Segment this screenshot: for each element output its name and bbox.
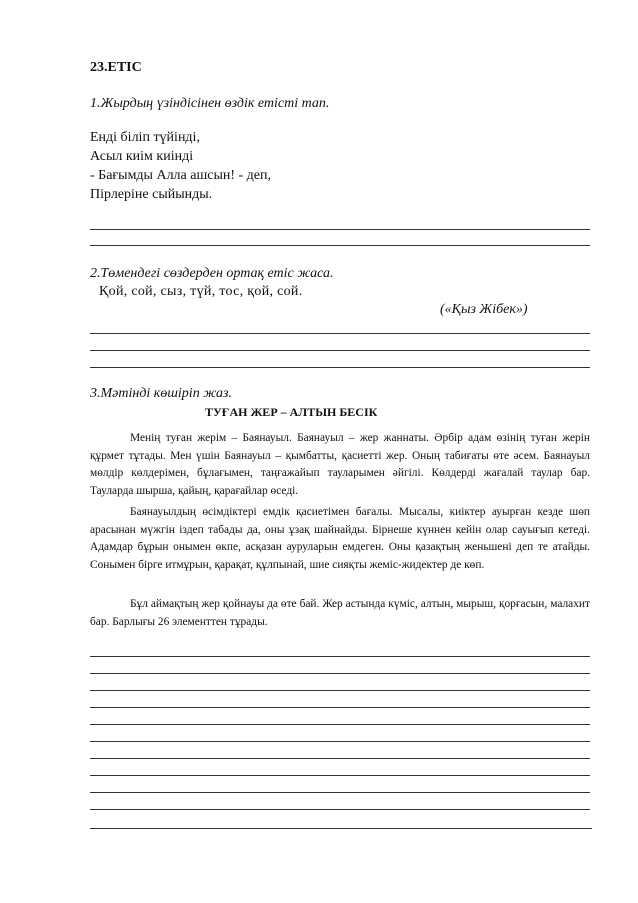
source-citation: («Қыз Жібек») <box>440 302 528 317</box>
answer-line <box>90 741 590 742</box>
poem-line: Пірлеріне сыйынды. <box>90 187 213 202</box>
text-paragraph: Бұл аймақтың жер қойнауы да өте бай. Жер астында күміс, алтын, мырыш, қорғасын, малахит бар. Барлығы 26 элементтен тұрады. <box>90 598 590 628</box>
task1-instruction: 1.Жырдың үзіндісінен өздік етісті тап. <box>90 96 330 111</box>
word-list: Қой, сой, сыз, түй, тос, қой, сой. <box>99 284 303 299</box>
answer-line <box>90 828 592 829</box>
answer-line <box>90 758 590 759</box>
answer-line <box>90 792 590 793</box>
text-paragraph: Баянауылдың өсімдіктері емдік қасиетімен бағалы. Мысалы, киіктер ауырған кезде шөп арасынан мүжгін іздеп табады да, оны ұзақ шайнайды. Бірнеше күннен кейін олар сауығып кетеді. Адамдар бұрын онымен өкпе, асқазан ауруларын емдеген. Оны қазақтың женьшені деп те атайды. Сонымен бірге итмұрын, қарақат, құлпынай, шие сияқты жеміс-жидектер де көп. <box>90 506 590 571</box>
answer-line <box>90 724 590 725</box>
poem-line: Енді біліп түйінді, <box>90 130 200 145</box>
answer-line <box>90 673 590 674</box>
text-paragraph: Менің туған жерім – Баянауыл. Баянауыл – жер жаннаты. Әрбір адам өзінің туған жерін құрмет тұтады. Мен үшін Баянауыл – қымбатты, қасиетті жер. Оның табиғаты өте әсем. Баянауыл мөлдір көлдерімен, бұлағымен, таңғажайып тауларымен әйгілі. Көлдерді жағалай таулар бар. Тауларда шырша, қайың, қарағайлар өседі. <box>90 432 590 497</box>
task3-instruction: 3.Мәтінді көшіріп жаз. <box>90 386 232 401</box>
page-title: 23.ЕТІС <box>90 60 142 75</box>
poem-line: - Бағымды Алла ашсын! - деп, <box>90 168 272 183</box>
answer-line <box>90 707 590 708</box>
poem-line: Асыл киім киінді <box>90 149 194 164</box>
answer-line <box>90 367 590 368</box>
answer-line <box>90 775 590 776</box>
answer-line <box>90 809 590 810</box>
answer-line <box>90 245 590 246</box>
answer-line <box>90 690 590 691</box>
answer-line <box>90 333 590 334</box>
task2-instruction: 2.Төмендегі сөздерден ортақ етіс жаса. <box>90 266 334 281</box>
answer-line <box>90 350 590 351</box>
text-heading: ТУҒАН ЖЕР – АЛТЫН БЕСІК <box>205 405 378 419</box>
answer-line <box>90 656 590 657</box>
answer-line <box>90 229 590 230</box>
